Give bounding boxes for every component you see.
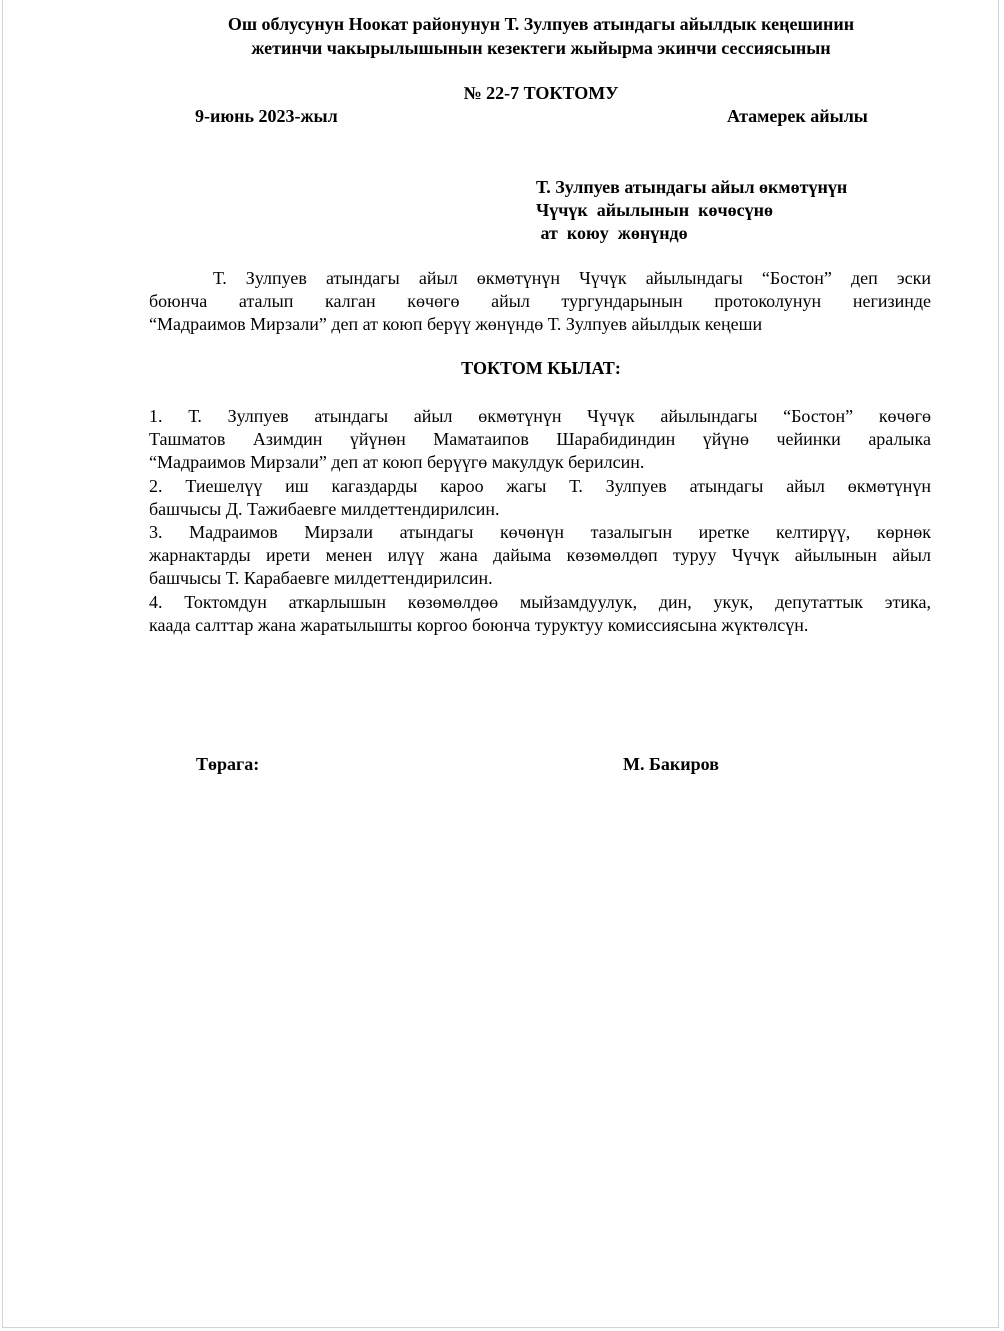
subject-line-1: Т. Зулпуев атындагы айыл өкмөтүнүн	[536, 177, 848, 197]
document-page	[2, 0, 999, 1328]
resolution-subject	[536, 176, 847, 245]
preamble-line-2: боюнча аталып калган көчөгө айыл тургундарынын протоколунун негизинде	[149, 291, 931, 311]
resolution-item-1	[149, 405, 931, 474]
decides-heading: ТОКТОМ КЫЛАТ:	[461, 358, 621, 378]
header-line-2: жетинчи чакырылышынын кезектеги жыйырма экинчи сессиясынын	[251, 38, 831, 58]
item-3-line-3: башчысы Т. Карабаевге милдеттендирилсин.	[149, 568, 493, 588]
subject-line-3: ат коюу жөнүндө	[536, 223, 688, 243]
item-4-line-2: каада салттар жана жаратылышты коргоо боюнча туруктуу комиссиясына жүктөлсүн.	[149, 615, 809, 635]
preamble-paragraph	[149, 267, 931, 336]
item-1-line-3: “Мадраимов Мирзали” деп ат коюп берүүгө макулдук берилсин.	[149, 452, 645, 472]
item-1-line-1: 1. Т. Зулпуев атындагы айыл өкмөтүнүн Чүчүк айылындагы “Бостон” көчөгө	[149, 406, 931, 426]
item-3-line-1: 3. Мадраимов Мирзали атындагы көчөнүн тазалыгын иретке келтирүү, көрнөк	[149, 522, 931, 542]
item-2-line-1: 2. Тиешелүү иш кагаздарды кароо жагы Т. Зулпуев атындагы айыл өкмөтүнүн	[149, 476, 931, 496]
header-line-1: Ош облусунун Ноокат районунун Т. Зулпуев атындагы айылдык кеңешинин	[227, 14, 855, 34]
resolution-item-3	[149, 521, 931, 590]
subject-line-2: Чүчүк айылынын көчөсүнө	[536, 200, 773, 220]
item-3-line-2: жарнактарды ирети менен илүү жана дайыма көзөмөлдөп туруу Чүчүк айылынын айыл	[149, 545, 931, 565]
resolution-item-4	[149, 591, 931, 637]
preamble-line-3: “Мадраимов Мирзали” деп ат коюп берүү жөнүндө Т. Зулпуев айылдык кеңеши	[149, 314, 763, 334]
signature-title: Төрага:	[196, 754, 260, 774]
resolution-number: № 22-7 ТОКТОМУ	[463, 83, 619, 103]
item-4-line-1: 4. Токтомдун аткарлышын көзөмөлдөө мыйзамдуулук, дин, укук, депутаттык этика,	[149, 592, 931, 612]
preamble-line-1: Т. Зулпуев атындагы айыл өкмөтүнүн Чүчүк айылындагы “Бостон” деп эски	[213, 268, 931, 288]
resolution-place: Атамерек айылы	[727, 106, 868, 126]
resolution-item-2	[149, 475, 931, 521]
item-2-line-2: башчысы Д. Тажибаевге милдеттендирилсин.	[149, 499, 500, 519]
item-1-line-2: Ташматов Азимдин үйүнөн Маматаипов Шарабидиндин үйүнө чейинки аралыка	[149, 429, 931, 449]
council-header	[3, 12, 1004, 60]
signature-name: М. Бакиров	[623, 754, 719, 774]
resolution-date: 9-июнь 2023-жыл	[195, 106, 338, 126]
